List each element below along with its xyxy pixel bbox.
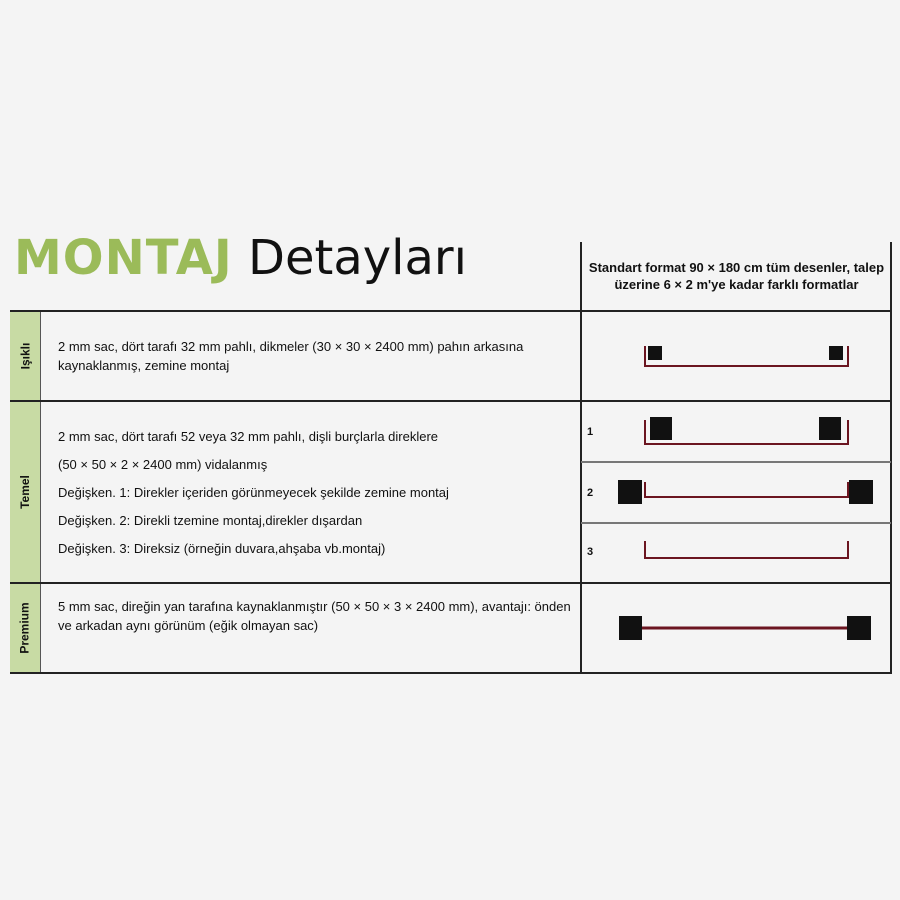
variant-number-2: 2 [587, 487, 594, 499]
row-description-isikli [58, 337, 573, 375]
table-bottom-line [10, 672, 891, 674]
profile-diagram-premium [600, 610, 880, 650]
variant-divider-2 [581, 522, 891, 524]
description-line: Değişken. 3: Direksiz (örneğin duvara,ahşaba vb.montaj) [58, 541, 386, 556]
description-line: 2 mm sac, dört tarafı 32 mm pahlı, dikmeler (30 × 30 × 2400 mm) pahın arkasına kaynaklanmış, zemine montaj [58, 339, 524, 373]
description-line: Değişken. 2: Direkli tzemine montaj,direkler dışardan [58, 513, 363, 528]
table-right-border [890, 310, 892, 674]
profile-diagram-variant-1 [600, 408, 870, 458]
page-title [14, 228, 467, 288]
description-line: Değişken. 1: Direkler içeriden görünmeyecek şekilde zemine montaj [58, 485, 449, 500]
column-divider [580, 242, 582, 674]
profile-diagram-isikli [600, 330, 870, 380]
row-label-temel: Temel [10, 402, 41, 582]
title-accent: MONTAJ [14, 230, 233, 286]
row-divider-1 [10, 400, 891, 402]
row-label-premium: Premium [10, 584, 41, 672]
variant-number-3: 3 [587, 546, 594, 558]
table-top-line [10, 310, 891, 312]
variant-divider-1 [581, 461, 891, 463]
row-description-premium [58, 597, 573, 635]
row-description-temel [58, 423, 573, 563]
description-line: (50 × 50 × 2 × 2400 mm) vidalanmış [58, 457, 268, 472]
column-header: Standart format 90 × 180 cm tüm desenler, talep üzerine 6 × 2 m'ye kadar farklı formatlar [581, 242, 891, 310]
title-rest: Detayları [248, 230, 467, 286]
description-line: 5 mm sac, direğin yan tarafına kaynaklanmıştır (50 × 50 × 3 × 2400 mm), avantajı: önden ve arkadan aynı görünüm (eğik olmayan sac) [58, 599, 571, 633]
description-line: 2 mm sac, dört tarafı 52 veya 32 mm pahlı, dişli burçlarla direklere [58, 429, 439, 444]
row-divider-2 [10, 582, 891, 584]
profile-diagram-variant-2 [600, 472, 880, 512]
variant-number-1: 1 [587, 426, 594, 438]
row-label-isikli: Işıklı [10, 312, 41, 400]
profile-diagram-variant-3 [600, 535, 870, 575]
